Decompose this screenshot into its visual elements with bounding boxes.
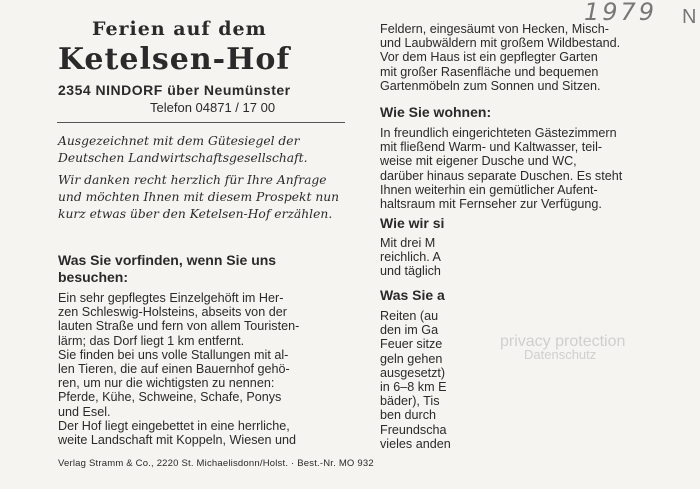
intro-text: Ausgezeichnet mit dem Gütesiegel der Deutschen Landwirtschaftsgesellschaft. [58,134,308,165]
watermark-line2: Datenschutz [524,347,597,362]
handwritten-year: 1979 [584,0,658,26]
phone: Telefon 04871 / 17 00 [150,100,276,115]
section-heading-besuchen: Was Sie vorfinden, wenn Sie uns besuchen: [58,252,277,285]
section-body-sie: Reiten (au den im Ga Feuer sitze geln gehen ausgesetzt) in 6–8 km E bäder), Tis ben durch Freundscha vieles anden [380,309,451,451]
header-subtitle: Ferien auf dem [92,18,267,40]
watermark-line1: privacy protection [500,333,626,350]
thanks-text: Wir danken recht herzlich für Ihre Anfrage und möchten Ihnen mit diesem Prospekt nun kurz etwas über den Ketelsen-Hof erzählen. [58,173,340,221]
section-body-wir: Mit drei M reichlich. A und täglich [380,236,441,279]
publisher-footer: Verlag Stramm & Co., 2220 St. Michaelisdonn/Holst. · Best.-Nr. MO 932 [58,458,374,469]
section-body-besuchen: Ein sehr gepflegtes Einzelgehöft im Her- zen Schleswig-Holsteins, abseits von der lauten Straße und fern von allem Touristen- lärm; das Dorf liegt 1 km entfernt. Sie finden bei uns volle Stallungen mit al- len Tieren, die auf einen Bauernhof gehö- ren, um nur die wichtigsten zu nennen: Pferde, Kühe, Schweine, Schafe, Ponys und Esel. Der Hof liegt eingebettet in eine herrliche, weite Landschaft mit Koppeln, Wiesen und [58,291,300,448]
section-body-wohnen: In freundlich eingerichteten Gästezimmern mit fließend Warm- und Kaltwasser, teil- weise mit eigener Dusche und WC, darüber hinaus separate Duschen. Es steht Ihnen weiterhin ein gemütlicher Aufent- haltsraum mit Fernseher zur Verfügung. [380,126,623,212]
address: 2354 NINDORF über Neumünster [58,82,291,98]
section-heading-wohnen: Wie Sie wohnen: [380,104,492,120]
divider [57,122,345,123]
section-heading-sie: Was Sie a [380,287,445,303]
handwritten-mark: N [682,6,697,28]
section-body-continued: Feldern, eingesäumt von Hecken, Misch- und Laubwäldern mit großem Wildbestand. Vor dem Haus ist ein gepflegter Garten mit großer Rasenfläche und bequemen Gartenmöbeln zum Sonnen und Sitzen. [380,22,621,93]
section-heading-wir: Wie wir si [380,215,445,231]
header-title: Ketelsen-Hof [58,42,291,77]
